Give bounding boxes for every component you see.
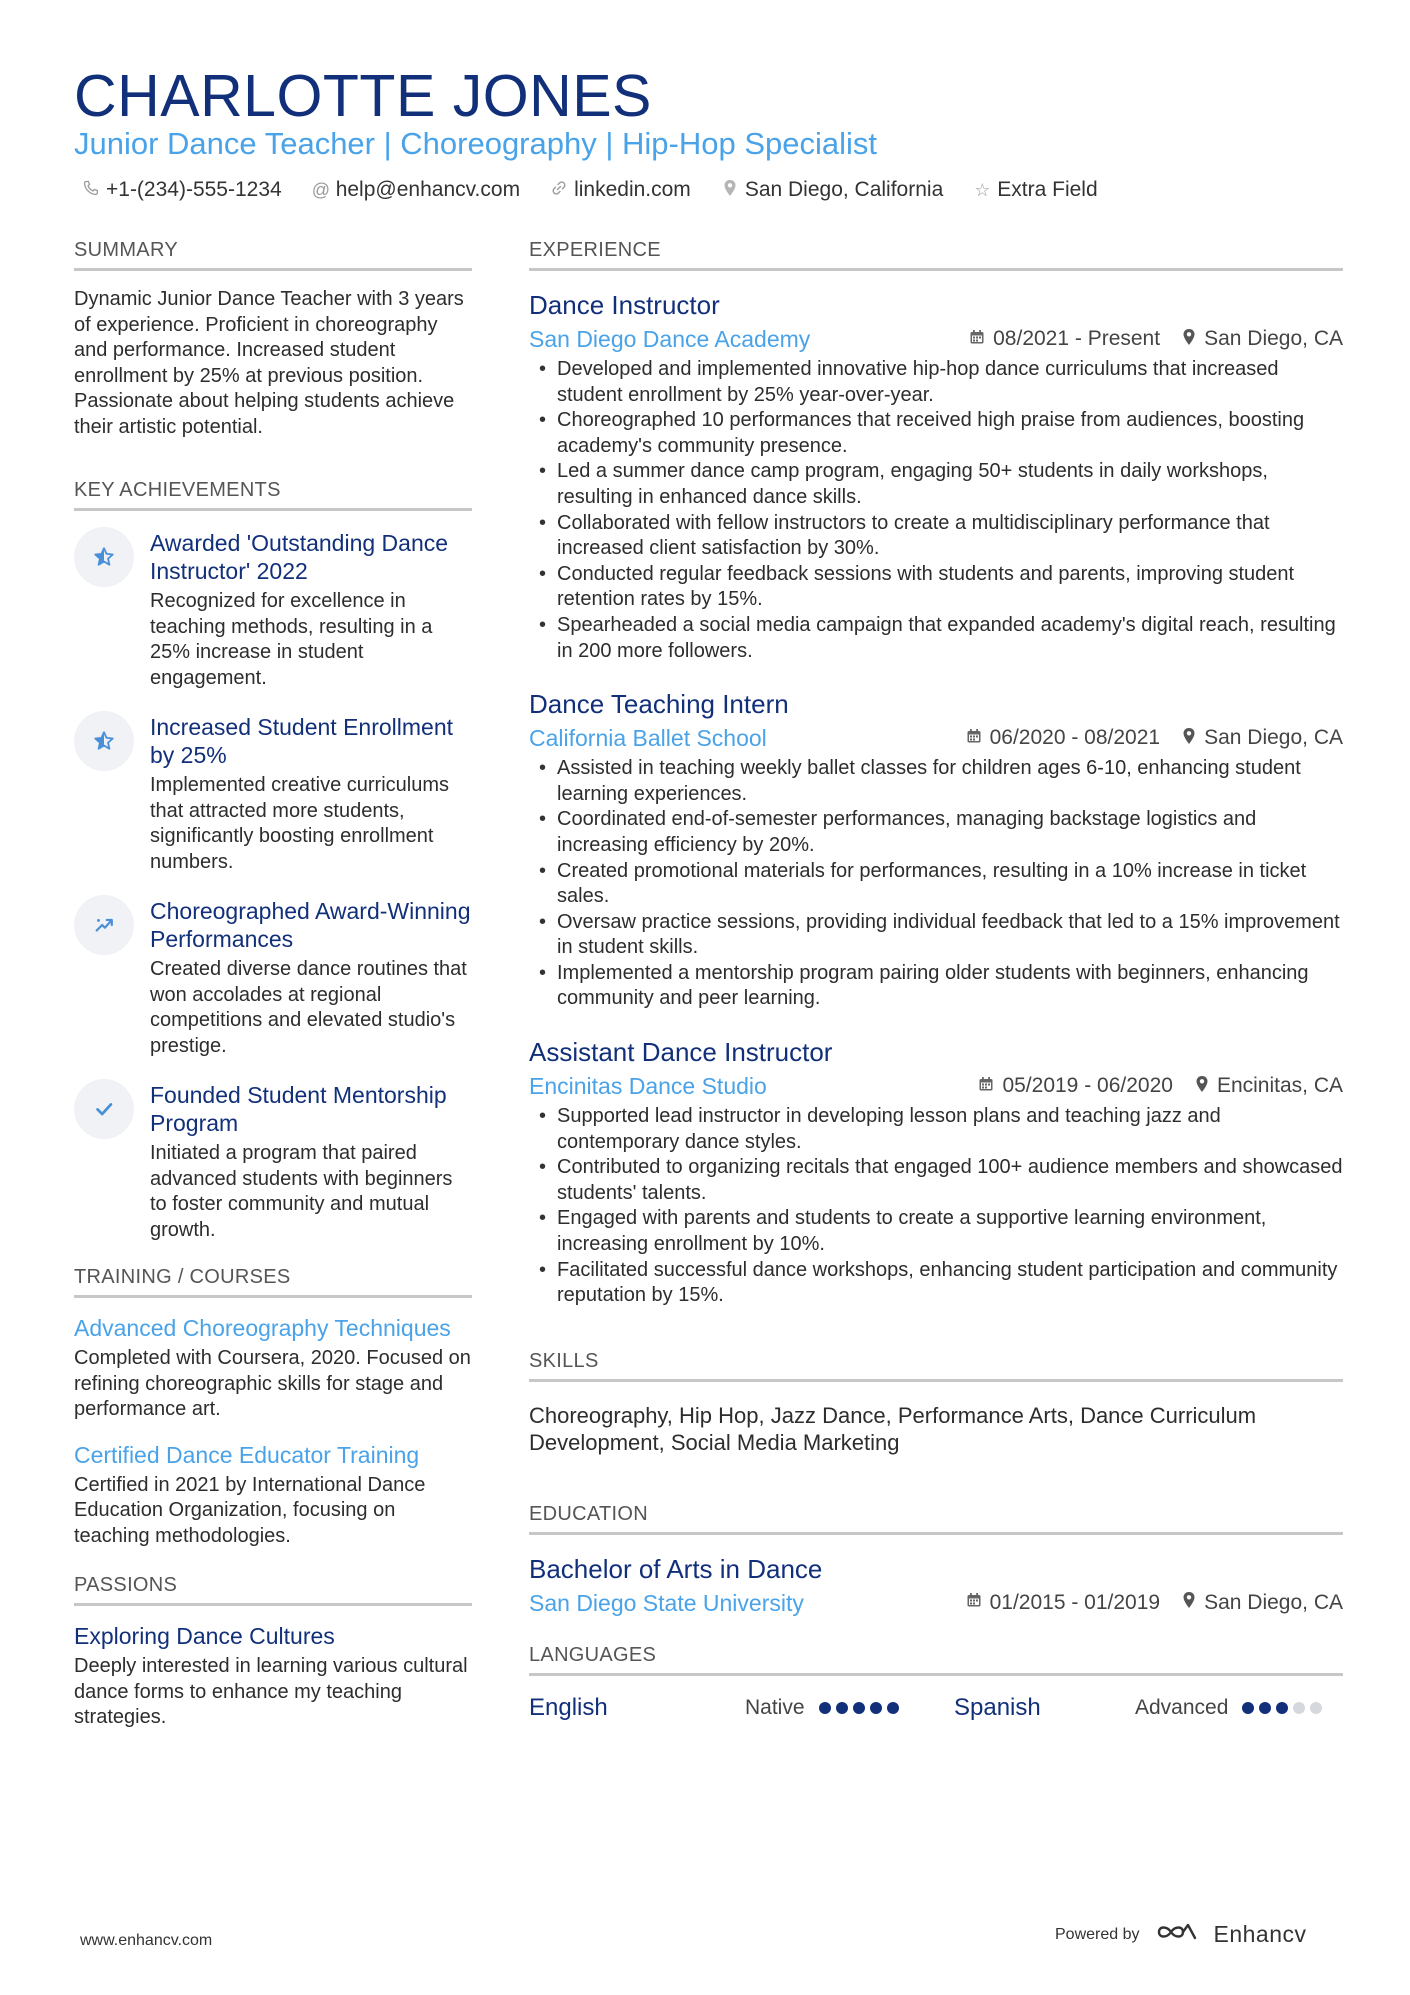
experience-section xyxy=(529,238,1343,1309)
location-pin-icon xyxy=(1195,1075,1209,1098)
job-bullet: • Choreographed 10 performances that received high praise from audiences, boosting academy's community presence. xyxy=(529,408,1343,459)
job-bullet: • Engaged with parents and students to create a supportive learning environment, increasing enrollment by 10%. xyxy=(529,1206,1343,1257)
rating-dot-empty xyxy=(1293,1702,1305,1714)
education-heading: EDUCATION xyxy=(529,1502,1343,1535)
contact-linkedin-text: linkedin.com xyxy=(574,178,691,201)
job-bullet: • Conducted regular feedback sessions with students and parents, improving student retention rates by 15%. xyxy=(529,562,1343,613)
job-bullet: • Coordinated end-of-semester performances, managing backstage logistics and increasing efficiency by 20%. xyxy=(529,807,1343,858)
job-entry xyxy=(529,688,1343,1012)
location-pin-icon xyxy=(1182,727,1196,750)
skills-section xyxy=(529,1349,1343,1456)
rating-dot-filled xyxy=(853,1702,865,1714)
language-item xyxy=(529,1694,954,1722)
at-icon: @ xyxy=(311,179,330,200)
location-pin-icon xyxy=(1182,1591,1196,1614)
job-bullets xyxy=(529,756,1343,1012)
job-bullet: • Created promotional materials for performances, resulting in a 10% increase in ticket sales. xyxy=(529,859,1343,910)
passion-text: Deeply interested in learning various cultural dance forms to enhance my teaching strategies. xyxy=(74,1655,468,1728)
phone-icon xyxy=(82,180,100,201)
brand-name: Enhancv xyxy=(1213,1921,1307,1947)
job-title: Assistant Dance Instructor xyxy=(529,1037,833,1068)
job-bullet: • Spearheaded a social media campaign that expanded academy's digital reach, resulting in 200 more followers. xyxy=(529,613,1343,664)
achievement-item xyxy=(74,713,472,875)
education-section xyxy=(529,1502,1343,1617)
passion-item xyxy=(74,1622,472,1731)
contact-phone[interactable] xyxy=(82,178,282,202)
calendar-icon xyxy=(978,1076,994,1097)
contact-extra xyxy=(973,178,1097,202)
achievement-item xyxy=(74,529,472,691)
job-bullet: • Implemented a mentorship program pairing older students with beginners, enhancing community and peer learning. xyxy=(529,961,1343,1012)
passions-section xyxy=(74,1573,472,1731)
achievement-title: Founded Student Mentorship Program xyxy=(150,1082,447,1136)
contact-location xyxy=(721,178,943,202)
language-level: Advanced xyxy=(1135,1695,1229,1719)
achievement-item xyxy=(74,897,472,1059)
footer-branding xyxy=(1055,1920,1307,1949)
education-degree: Bachelor of Arts in Dance xyxy=(529,1553,823,1584)
location-pin-icon xyxy=(721,179,739,202)
education-school: San Diego State University xyxy=(529,1589,804,1616)
achievement-title: Choreographed Award-Winning Performances xyxy=(150,898,471,952)
star-icon xyxy=(74,527,134,587)
language-rating xyxy=(1242,1702,1322,1714)
experience-heading: EXPERIENCE xyxy=(529,238,1343,271)
summary-section xyxy=(74,238,472,440)
job-bullet: • Assisted in teaching weekly ballet classes for children ages 6-10, enhancing student learning experiences. xyxy=(529,756,1343,807)
achievement-title: Increased Student Enrollment by 25% xyxy=(150,714,454,768)
left-column xyxy=(74,238,472,1731)
rating-dot-filled xyxy=(870,1702,882,1714)
achievement-text: Initiated a program that paired advanced students with beginners to foster community and mutual growth. xyxy=(150,1142,453,1241)
rating-dot-filled xyxy=(1242,1702,1254,1714)
rating-dot-filled xyxy=(819,1702,831,1714)
training-section xyxy=(74,1265,472,1549)
achievement-text: Implemented creative curriculums that attracted more students, significantly boosting enrollment numbers. xyxy=(150,774,449,873)
checkmark-icon xyxy=(74,1079,134,1139)
course-item xyxy=(74,1441,472,1550)
rating-dot-filled xyxy=(1259,1702,1271,1714)
passion-title: Exploring Dance Cultures xyxy=(74,1623,335,1649)
job-company: Encinitas Dance Studio xyxy=(529,1073,767,1100)
star-icon: ☆ xyxy=(974,179,991,200)
job-dates: 05/2019 - 06/2020 xyxy=(1002,1074,1173,1098)
calendar-icon xyxy=(969,329,985,350)
language-item xyxy=(954,1694,1343,1722)
achievement-text: Created diverse dance routines that won accolades at regional competitions and elevated studio's prestige. xyxy=(150,958,467,1057)
languages-section xyxy=(529,1643,1343,1722)
education-location: San Diego, CA xyxy=(1204,1590,1343,1614)
course-title: Advanced Choreography Techniques xyxy=(74,1315,451,1341)
job-bullet: • Supported lead instructor in developing lesson plans and teaching jazz and contemporary dance styles. xyxy=(529,1104,1343,1155)
job-company: San Diego Dance Academy xyxy=(529,326,811,352)
powered-by-label: Powered by xyxy=(1055,1925,1140,1943)
passions-heading: PASSIONS xyxy=(74,1573,472,1606)
achievement-title: Awarded 'Outstanding Dance Instructor' 2022 xyxy=(150,530,449,584)
job-dates: 08/2021 - Present xyxy=(993,327,1161,350)
education-dates: 01/2015 - 01/2019 xyxy=(989,1590,1161,1614)
job-bullet: • Led a summer dance camp program, engaging 50+ students in daily workshops, resulting in enhanced dance skills. xyxy=(529,459,1343,510)
achievement-text: Recognized for excellence in teaching methods, resulting in a 25% increase in student engagement. xyxy=(150,590,433,689)
contact-email[interactable] xyxy=(312,178,520,202)
rating-dot-empty xyxy=(1310,1702,1322,1714)
job-bullet: • Facilitated successful dance workshops, enhancing student participation and community reputation by 15%. xyxy=(529,1258,1343,1309)
job-bullet: • Oversaw practice sessions, providing individual feedback that led to a 15% improvement in student skills. xyxy=(529,910,1343,961)
skills-text: Choreography, Hip Hop, Jazz Dance, Performance Arts, Dance Curriculum Development, Social Media Marketing xyxy=(529,1402,1257,1455)
language-name: English xyxy=(529,1693,608,1721)
enhancv-logo-icon xyxy=(1154,1920,1200,1949)
job-bullets xyxy=(529,1104,1343,1309)
language-rating xyxy=(819,1702,899,1714)
rating-dot-filled xyxy=(836,1702,848,1714)
contact-extra-text: Extra Field xyxy=(997,178,1098,201)
course-text: Certified in 2021 by International Dance Education Organization, focusing on teaching methodologies. xyxy=(74,1473,426,1547)
job-location: Encinitas, CA xyxy=(1216,1074,1343,1098)
trend-arrow-icon xyxy=(74,895,134,955)
achievement-item xyxy=(74,1081,472,1243)
job-entry xyxy=(529,1036,1343,1309)
contact-phone-text: +1-(234)-555-1234 xyxy=(106,178,282,201)
job-bullets xyxy=(529,357,1343,664)
contact-email-text: help@enhancv.com xyxy=(335,178,521,201)
rating-dot-filled xyxy=(1276,1702,1288,1714)
candidate-headline: Junior Dance Teacher | Choreography | Hip-Hop Specialist xyxy=(74,126,878,161)
language-level: Native xyxy=(745,1695,805,1719)
star-icon xyxy=(74,711,134,771)
achievements-section xyxy=(74,478,472,1243)
contact-bar xyxy=(82,178,1098,202)
job-title: Dance Instructor xyxy=(529,290,720,320)
footer-website[interactable]: www.enhancv.com xyxy=(80,1932,213,1949)
language-name: Spanish xyxy=(954,1693,1041,1721)
calendar-icon xyxy=(966,728,982,749)
location-pin-icon xyxy=(1182,328,1196,351)
course-title: Certified Dance Educator Training xyxy=(74,1441,420,1468)
summary-text: Dynamic Junior Dance Teacher with 3 years of experience. Proficient in choreography and performance. Increased student enrollment by 25% at previous position. Passionate about helping students achieve their artistic potential. xyxy=(74,288,464,438)
job-location: San Diego, CA xyxy=(1204,327,1343,350)
languages-heading: LANGUAGES xyxy=(529,1643,1343,1676)
link-icon xyxy=(550,180,568,201)
contact-linkedin[interactable] xyxy=(550,178,691,202)
candidate-name: CHARLOTTE JONES xyxy=(74,63,652,129)
job-bullet: • Contributed to organizing recitals that engaged 100+ audience members and showcased students' talents. xyxy=(529,1155,1343,1206)
achievements-heading: KEY ACHIEVEMENTS xyxy=(74,478,472,511)
skills-heading: SKILLS xyxy=(529,1349,1343,1382)
training-heading: TRAINING / COURSES xyxy=(74,1265,472,1298)
summary-heading: SUMMARY xyxy=(74,238,472,271)
job-bullet: • Collaborated with fellow instructors to create a multidisciplinary performance that increased client satisfaction by 30%. xyxy=(529,511,1343,562)
course-item xyxy=(74,1314,472,1423)
job-company: California Ballet School xyxy=(529,725,767,752)
job-location: San Diego, CA xyxy=(1204,726,1343,750)
course-text: Completed with Coursera, 2020. Focused on refining choreographic skills for stage and performance art. xyxy=(74,1347,471,1420)
job-entry xyxy=(529,289,1343,664)
rating-dot-filled xyxy=(887,1702,899,1714)
job-bullet: • Developed and implemented innovative hip-hop dance curriculums that increased student enrollment by 25% year-over-year. xyxy=(529,357,1343,408)
job-title: Dance Teaching Intern xyxy=(529,689,789,720)
job-dates: 06/2020 - 08/2021 xyxy=(989,726,1161,750)
contact-location-text: San Diego, California xyxy=(744,178,944,201)
right-column xyxy=(529,238,1343,1722)
calendar-icon xyxy=(966,1592,982,1613)
